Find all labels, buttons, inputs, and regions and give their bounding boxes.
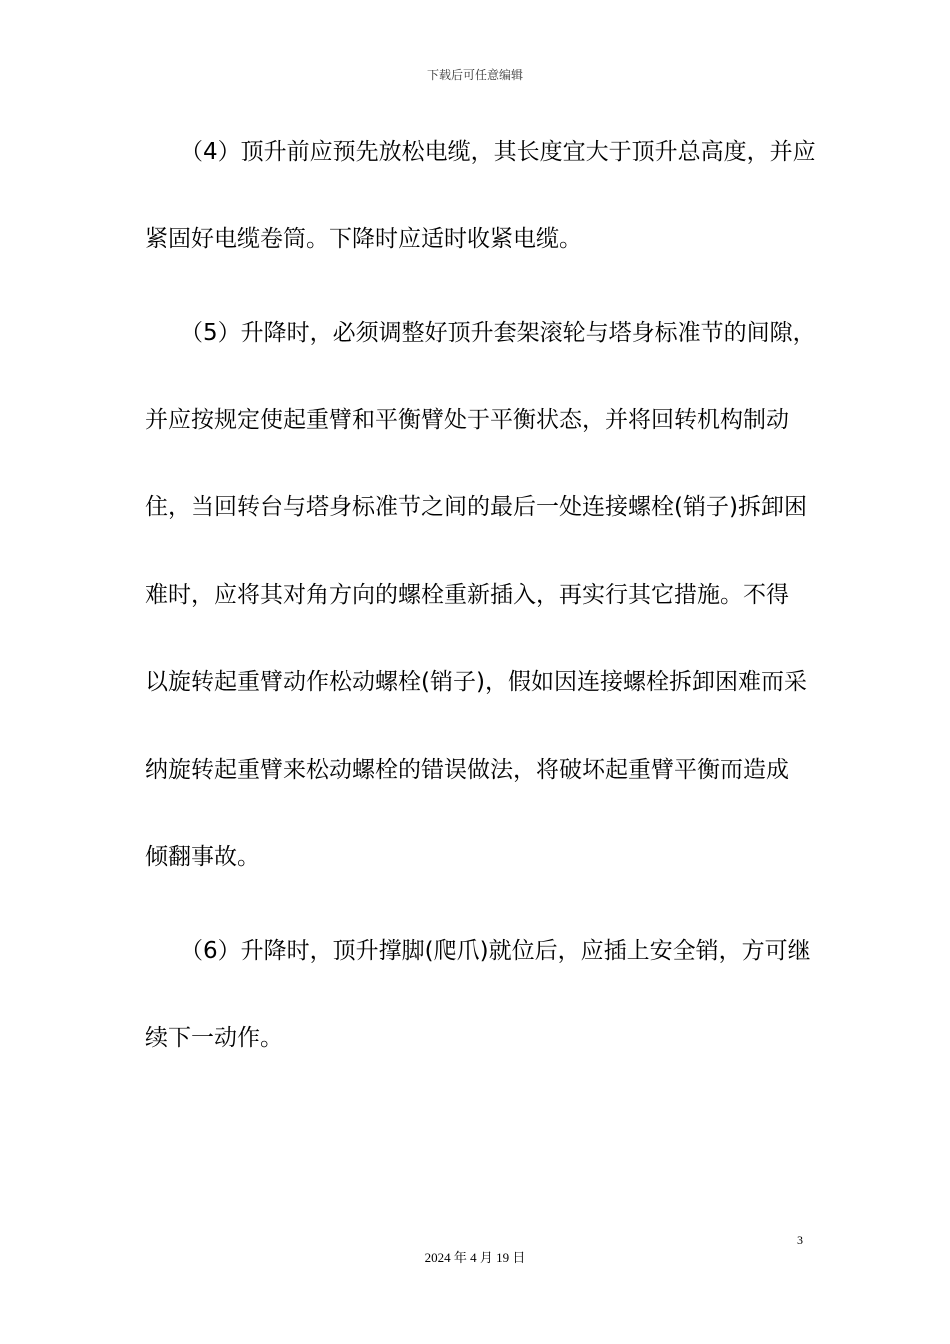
text-line: 住，当回转台与塔身标准节之间的最后一处连接螺栓(销子)拆卸困 bbox=[145, 494, 807, 520]
text-line: （6）升降时，顶升撑脚(爬爪)就位后，应插上安全销，方可继 bbox=[180, 938, 811, 964]
text-line: 紧固好电缆卷筒。下降时应适时收紧电缆。 bbox=[145, 226, 582, 252]
text-line: 以旋转起重臂动作松动螺栓(销子)，假如因连接螺栓拆卸困难而采 bbox=[145, 669, 807, 695]
text-line: 纳旋转起重臂来松动螺栓的错误做法，将破坏起重臂平衡而造成 bbox=[145, 757, 789, 783]
text-line: 倾翻事故。 bbox=[145, 844, 260, 870]
text-line: 难时，应将其对角方向的螺栓重新插入，再实行其它措施。不得 bbox=[145, 582, 789, 608]
text-line: （5）升降时，必须调整好顶升套架滚轮与塔身标准节的间隙， bbox=[180, 320, 816, 346]
footer-date: 2024 年 4 月 19 日 bbox=[424, 1250, 526, 1265]
page-number: 3 bbox=[797, 1233, 803, 1247]
page-header: 下载后可任意编辑 bbox=[426, 68, 523, 82]
text-line: 续下一动作。 bbox=[145, 1025, 283, 1051]
text-line: （4）顶升前应预先放松电缆，其长度宜大于顶升总高度，并应 bbox=[180, 139, 816, 165]
text-line: 并应按规定使起重臂和平衡臂处于平衡状态，并将回转机构制动 bbox=[145, 407, 789, 433]
